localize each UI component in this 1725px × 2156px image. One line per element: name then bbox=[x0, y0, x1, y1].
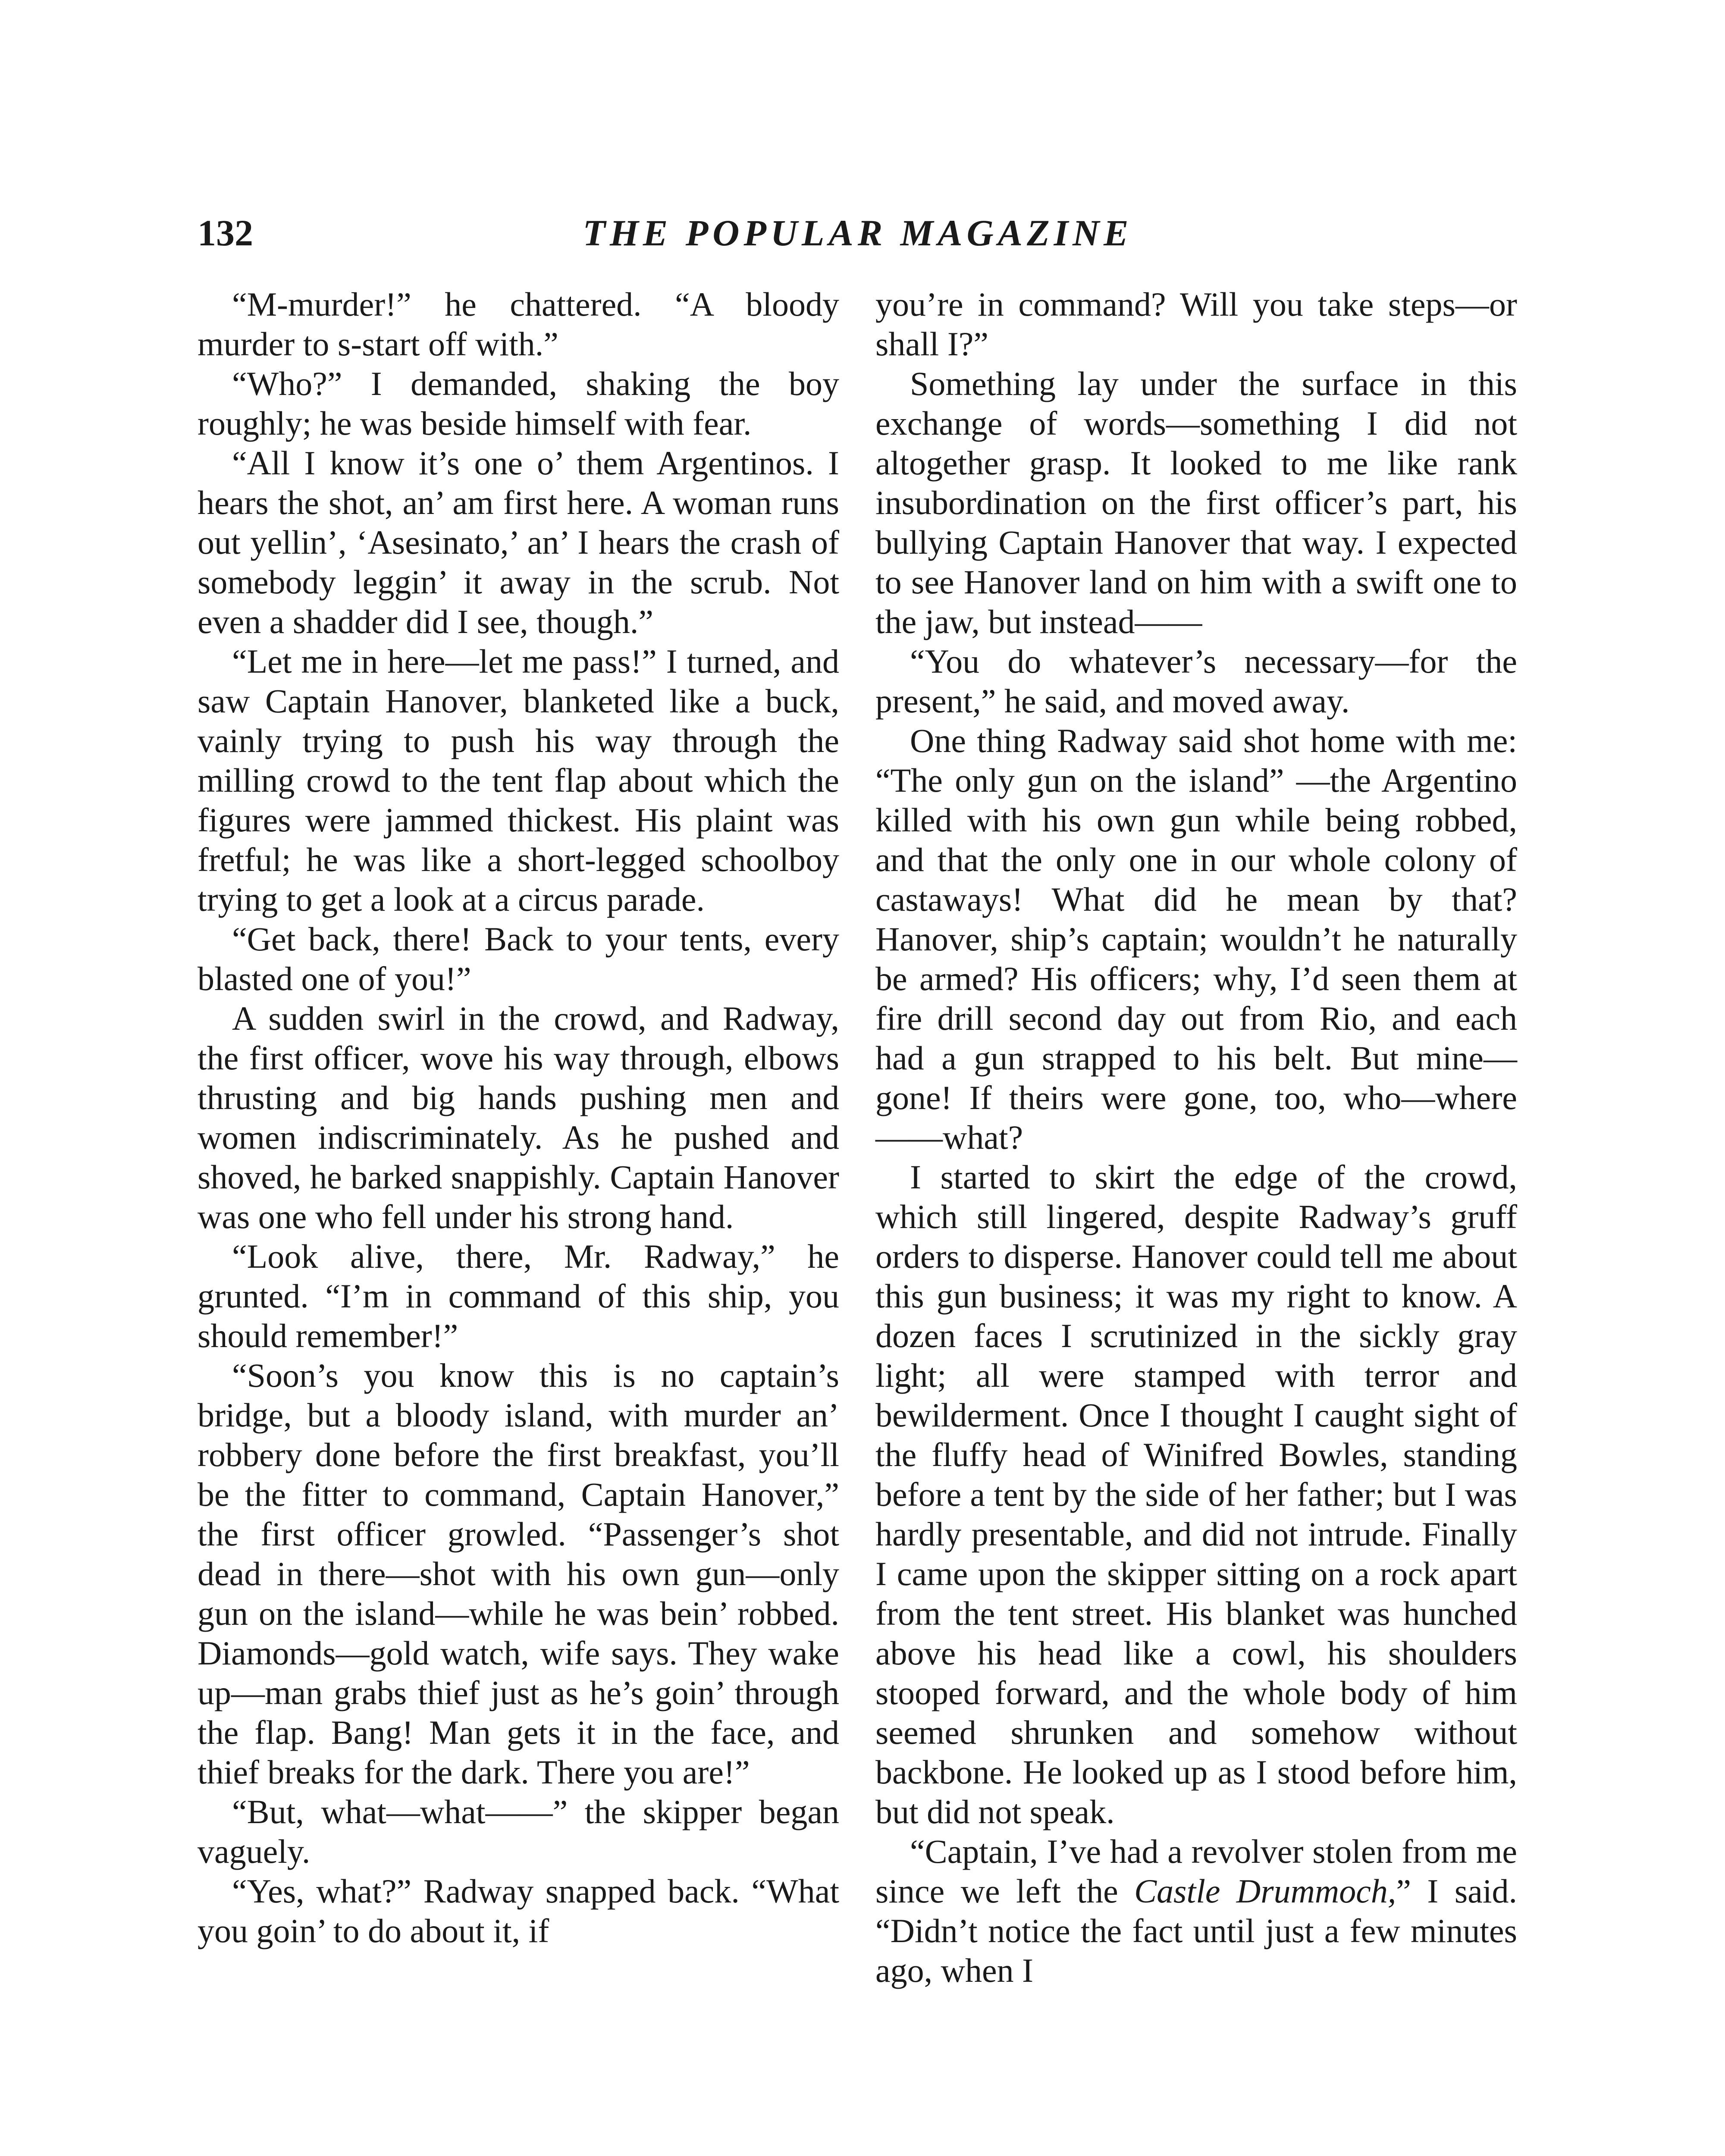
paragraph: “But, what—what——” the skipper began vaguely. bbox=[198, 1793, 839, 1870]
paragraph bbox=[875, 1832, 1517, 1990]
paragraph: Something lay under the surface in this exchange of words—something I did not altogether grasp. It looked to me like rank insubordination on the first officer’s part, his bullying Captain Hanover that way. I expected to see Hanover land on him with a swift one to the jaw, but instead—— bbox=[875, 365, 1517, 640]
paragraph: “All I know it’s one o’ them Argentinos. I hears the shot, an’ am first here. A woman runs out yellin’, ‘Asesinato,’ an’ I hears the crash of somebody leggin’ it away in the scrub. Not even a shadder did I see, though.” bbox=[198, 444, 839, 640]
paragraph-text: ” I said. “Didn’t notice the fact until just a few minutes ago, when I bbox=[875, 1872, 1517, 1989]
paragraph: A sudden swirl in the crowd, and Radway, the first officer, wove his way through, elbows thrusting and big hands pushing men and women indiscriminately. As he pushed and shoved, he barked snappishly. Captain Hanover was one who fell under his strong hand. bbox=[198, 1000, 839, 1235]
paragraph: “Look alive, there, Mr. Radway,” he grunted. “I’m in command of this ship, you should remember!” bbox=[198, 1238, 839, 1354]
paragraph: “Soon’s you know this is no captain’s bridge, but a bloody island, with murder an’ robbery done before the first breakfast, you’ll be the fitter to command, Captain Hanover,” the first officer growled. “Passenger’s shot dead in there—shot with his own gun—only gun on the island—while he was bein’ robbed. Diamonds—gold watch, wife says. They wake up—man grabs thief just as he’s goin’ through the flap. Bang! Man gets it in the face, and thief breaks for the dark. There you are!” bbox=[198, 1357, 839, 1791]
paragraph-text: “Captain, I’ve had a revolver stolen from me since we left the bbox=[875, 1833, 1517, 1910]
paragraph: “Who?” I demanded, shaking the boy roughly; he was beside himself with fear. bbox=[198, 365, 839, 442]
paragraph: “You do whatever’s necessary—for the present,” he said, and moved away. bbox=[875, 642, 1517, 720]
continued-paragraph: you’re in command? Will you take steps—or shall I?” bbox=[875, 285, 1517, 363]
right-column bbox=[875, 285, 1517, 1990]
left-column bbox=[198, 285, 839, 1951]
page-number: 132 bbox=[198, 212, 253, 254]
paragraph: “Yes, what?” Radway snapped back. “What you goin’ to do about it, if bbox=[198, 1872, 839, 1949]
paragraph: “M-murder!” he chattered. “A bloody murder to s-start off with.” bbox=[198, 285, 839, 363]
paragraph: “Let me in here—let me pass!” I turned, and saw Captain Hanover, blanketed like a buck, vainly trying to push his way through the milling crowd to the tent flap about which the figures were jammed thickest. His plaint was fretful; he was like a short-legged schoolboy trying to get a look at a circus parade. bbox=[198, 642, 839, 918]
paragraph: I started to skirt the edge of the crowd, which still lingered, despite Radway’s gruff orders to disperse. Hanover could tell me about this gun business; it was my right to know. A dozen faces I scrutinized in the sickly gray light; all were stamped with terror and bewilderment. Once I thought I caught sight of the fluffy head of Winifred Bowles, standing before a tent by the side of her father; but I was hardly presentable, and did not intrude. Finally I came upon the skipper sitting on a rock apart from the tent street. His blanket was hunched above his head like a cowl, his shoulders stooped forward, and the whole body of him seemed shrunken and somehow without backbone. He looked up as I stood before him, but did not speak. bbox=[875, 1158, 1517, 1830]
running-title: THE POPULAR MAGAZINE bbox=[583, 212, 1133, 254]
page-header bbox=[198, 203, 1518, 263]
paragraph: One thing Radway said shot home with me: “The only gun on the island” —the Argentino killed with his own gun while being robbed, and that the only one in our whole colony of castaways! What did he mean by that? Hanover, ship’s captain; wouldn’t he naturally be armed? His officers; why, I’d seen them at fire drill second day out from Rio, and each had a gun strapped to his belt. But mine—gone! If theirs were gone, too, who—where ——what? bbox=[875, 722, 1517, 1156]
paragraph: “Get back, there! Back to your tents, every blasted one of you!” bbox=[198, 920, 839, 997]
ship-name: Castle Drummoch, bbox=[1134, 1872, 1396, 1910]
